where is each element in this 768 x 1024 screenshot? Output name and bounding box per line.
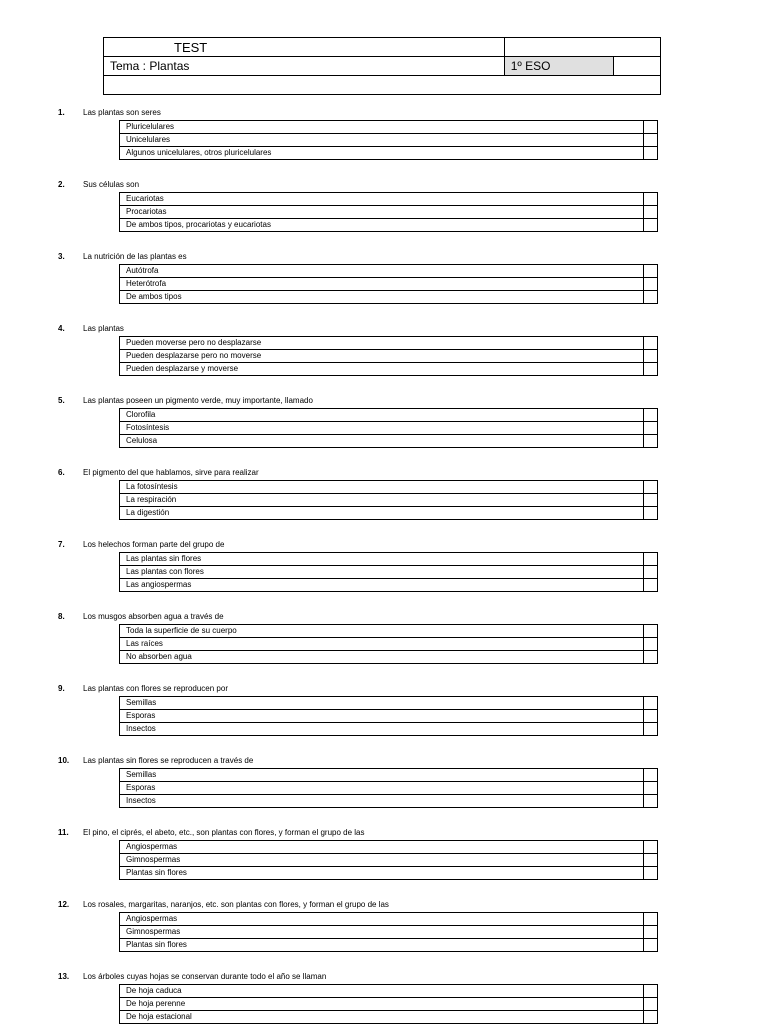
option-label: Plantas sin flores: [120, 867, 644, 880]
option-label: Esporas: [120, 710, 644, 723]
question-text: Los helechos forman parte del grupo de: [83, 540, 225, 549]
header-empty-cell: [504, 38, 660, 57]
options-table: [119, 120, 658, 160]
question-text: Los musgos absorben agua a través de: [83, 612, 224, 621]
option-row: [120, 337, 658, 350]
option-row: [120, 291, 658, 304]
question-number: 5.: [58, 396, 65, 405]
header-blank-row: [104, 76, 661, 95]
test-header-table: [103, 37, 661, 95]
question-number: 1.: [58, 108, 65, 117]
option-label: Algunos unicelulares, otros pluricelulares: [120, 147, 644, 160]
option-row: [120, 723, 658, 736]
option-row: [120, 350, 658, 363]
answer-checkbox[interactable]: [644, 193, 658, 206]
question-text: Los árboles cuyas hojas se conservan durante todo el año se llaman: [83, 972, 327, 981]
question-number: 2.: [58, 180, 65, 189]
question-text: Las plantas con flores se reproducen por: [83, 684, 228, 693]
option-label: Fotosíntesis: [120, 422, 644, 435]
option-label: Unicelulares: [120, 134, 644, 147]
option-label: Semillas: [120, 769, 644, 782]
option-label: Las raíces: [120, 638, 644, 651]
options-table: [119, 192, 658, 232]
option-row: [120, 697, 658, 710]
option-row: [120, 219, 658, 232]
option-row: [120, 206, 658, 219]
option-row: [120, 363, 658, 376]
option-label: Pluricelulares: [120, 121, 644, 134]
answer-checkbox[interactable]: [644, 985, 658, 998]
option-row: [120, 507, 658, 520]
course-label: 1º ESO: [504, 57, 613, 76]
answer-checkbox[interactable]: [644, 121, 658, 134]
answer-checkbox[interactable]: [644, 265, 658, 278]
option-row: [120, 710, 658, 723]
answer-checkbox[interactable]: [644, 579, 658, 592]
question-text: Las plantas: [83, 324, 124, 333]
question-text: Las plantas son seres: [83, 108, 161, 117]
options-table: [119, 264, 658, 304]
answer-checkbox[interactable]: [644, 206, 658, 219]
option-row: [120, 795, 658, 808]
question-text: Sus células son: [83, 180, 140, 189]
options-table: [119, 480, 658, 520]
option-row: [120, 278, 658, 291]
option-row: [120, 926, 658, 939]
option-row: [120, 1011, 658, 1024]
test-title: TEST: [104, 38, 505, 57]
option-label: Angiospermas: [120, 841, 644, 854]
option-row: [120, 625, 658, 638]
answer-checkbox[interactable]: [644, 363, 658, 376]
options-table: [119, 408, 658, 448]
answer-checkbox[interactable]: [644, 625, 658, 638]
options-table: [119, 696, 658, 736]
answer-checkbox[interactable]: [644, 638, 658, 651]
question-number: 8.: [58, 612, 65, 621]
option-row: [120, 435, 658, 448]
option-label: La digestión: [120, 507, 644, 520]
question-text: El pigmento del que hablamos, sirve para realizar: [83, 468, 259, 477]
option-label: De hoja estacional: [120, 1011, 644, 1024]
answer-checkbox[interactable]: [644, 939, 658, 952]
option-row: [120, 265, 658, 278]
option-label: Pueden moverse pero no desplazarse: [120, 337, 644, 350]
question-number: 12.: [58, 900, 70, 909]
option-label: Gimnospermas: [120, 926, 644, 939]
answer-checkbox[interactable]: [644, 435, 658, 448]
option-label: Las plantas con flores: [120, 566, 644, 579]
option-row: [120, 481, 658, 494]
option-label: Semillas: [120, 697, 644, 710]
option-row: [120, 494, 658, 507]
option-row: [120, 985, 658, 998]
options-table: [119, 624, 658, 664]
option-row: [120, 913, 658, 926]
option-row: [120, 841, 658, 854]
option-row: [120, 651, 658, 664]
answer-checkbox[interactable]: [644, 651, 658, 664]
option-label: De ambos tipos, procariotas y eucariotas: [120, 219, 644, 232]
option-label: Insectos: [120, 723, 644, 736]
option-row: [120, 998, 658, 1011]
answer-checkbox[interactable]: [644, 422, 658, 435]
question-number: 11.: [58, 828, 69, 837]
option-label: Las plantas sin flores: [120, 553, 644, 566]
options-table: [119, 984, 658, 1024]
question-number: 10.: [58, 756, 70, 765]
answer-checkbox[interactable]: [644, 782, 658, 795]
option-label: De hoja caduca: [120, 985, 644, 998]
answer-checkbox[interactable]: [644, 219, 658, 232]
answer-checkbox[interactable]: [644, 697, 658, 710]
option-row: [120, 566, 658, 579]
course-empty-cell: [613, 57, 660, 76]
question-number: 9.: [58, 684, 65, 693]
question-number: 6.: [58, 468, 65, 477]
answer-checkbox[interactable]: [644, 134, 658, 147]
option-row: [120, 121, 658, 134]
option-label: Insectos: [120, 795, 644, 808]
question-number: 4.: [58, 324, 65, 333]
answer-checkbox[interactable]: [644, 926, 658, 939]
option-label: De ambos tipos: [120, 291, 644, 304]
answer-checkbox[interactable]: [644, 566, 658, 579]
answer-checkbox[interactable]: [644, 481, 658, 494]
question-text: La nutrición de las plantas es: [83, 252, 187, 261]
question-number: 3.: [58, 252, 65, 261]
question-text: Las plantas sin flores se reproducen a través de: [83, 756, 254, 765]
options-table: [119, 912, 658, 952]
option-label: Procariotas: [120, 206, 644, 219]
answer-checkbox[interactable]: [644, 337, 658, 350]
question-text: Los rosales, margaritas, naranjos, etc. son plantas con flores, y forman el grupo de las: [83, 900, 389, 909]
option-label: Las angiospermas: [120, 579, 644, 592]
option-label: Pueden desplazarse y moverse: [120, 363, 644, 376]
option-label: Angiospermas: [120, 913, 644, 926]
topic-label: Tema : Plantas: [104, 57, 505, 76]
answer-checkbox[interactable]: [644, 278, 658, 291]
option-row: [120, 147, 658, 160]
answer-checkbox[interactable]: [644, 769, 658, 782]
option-label: Celulosa: [120, 435, 644, 448]
option-label: Gimnospermas: [120, 854, 644, 867]
option-row: [120, 553, 658, 566]
option-label: Autótrofa: [120, 265, 644, 278]
answer-checkbox[interactable]: [644, 710, 658, 723]
option-row: [120, 769, 658, 782]
option-row: [120, 579, 658, 592]
options-table: [119, 768, 658, 808]
option-label: Plantas sin flores: [120, 939, 644, 952]
option-row: [120, 134, 658, 147]
answer-checkbox[interactable]: [644, 350, 658, 363]
answer-checkbox[interactable]: [644, 553, 658, 566]
options-table: [119, 840, 658, 880]
option-row: [120, 409, 658, 422]
question-number: 7.: [58, 540, 65, 549]
answer-checkbox[interactable]: [644, 494, 658, 507]
option-row: [120, 782, 658, 795]
options-table: [119, 552, 658, 592]
option-label: Pueden desplazarse pero no moverse: [120, 350, 644, 363]
question-text: El pino, el ciprés, el abeto, etc., son plantas con flores, y forman el grupo de las: [83, 828, 365, 837]
option-row: [120, 422, 658, 435]
answer-checkbox[interactable]: [644, 867, 658, 880]
answer-checkbox[interactable]: [644, 913, 658, 926]
options-table: [119, 336, 658, 376]
answer-checkbox[interactable]: [644, 291, 658, 304]
answer-checkbox[interactable]: [644, 409, 658, 422]
answer-checkbox[interactable]: [644, 507, 658, 520]
option-row: [120, 854, 658, 867]
question-text: Las plantas poseen un pigmento verde, muy importante, llamado: [83, 396, 313, 405]
option-row: [120, 193, 658, 206]
option-label: Eucariotas: [120, 193, 644, 206]
option-label: Esporas: [120, 782, 644, 795]
answer-checkbox[interactable]: [644, 147, 658, 160]
option-label: De hoja perenne: [120, 998, 644, 1011]
option-row: [120, 939, 658, 952]
option-row: [120, 867, 658, 880]
option-row: [120, 638, 658, 651]
option-label: La fotosíntesis: [120, 481, 644, 494]
answer-checkbox[interactable]: [644, 795, 658, 808]
answer-checkbox[interactable]: [644, 723, 658, 736]
answer-checkbox[interactable]: [644, 998, 658, 1011]
option-label: Heterótrofa: [120, 278, 644, 291]
answer-checkbox[interactable]: [644, 1011, 658, 1024]
answer-checkbox[interactable]: [644, 854, 658, 867]
option-label: Toda la superficie de su cuerpo: [120, 625, 644, 638]
answer-checkbox[interactable]: [644, 841, 658, 854]
option-label: No absorben agua: [120, 651, 644, 664]
option-label: La respiración: [120, 494, 644, 507]
option-label: Clorofila: [120, 409, 644, 422]
question-number: 13.: [58, 972, 70, 981]
